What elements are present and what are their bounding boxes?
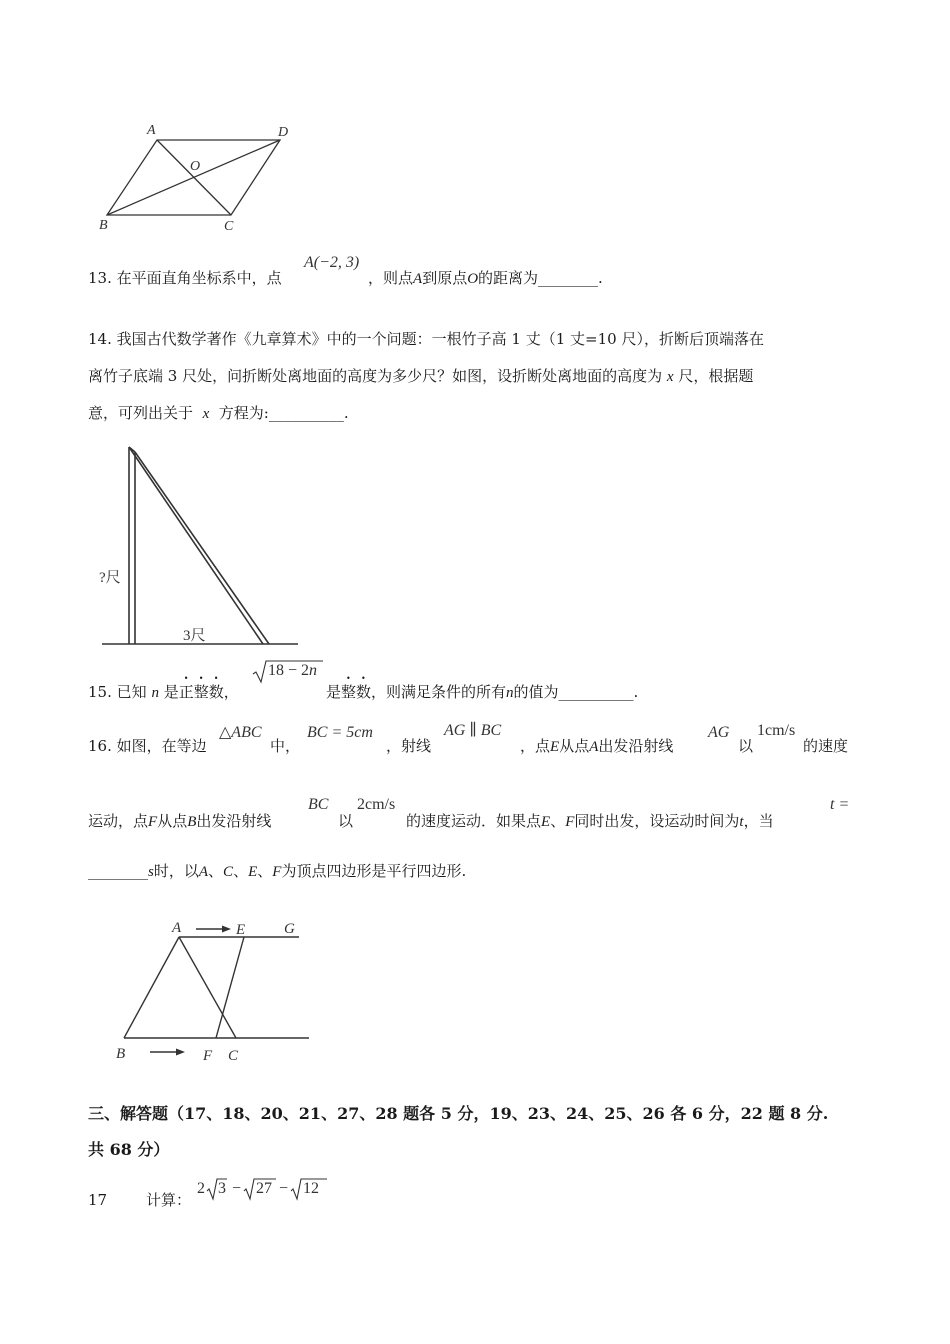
q14-line-1: 14. 我国古代数学著作《九章算术》中的一个问题：一根竹子高 1 丈（1 丈=10 尺），折断后顶端落在 [88,330,764,348]
label-base: 3尺 [183,628,206,644]
q16-line-2-a: 运动，点F从点B出发沿射线 [88,812,272,830]
segment-ef [216,937,244,1038]
label-d: D [278,125,289,140]
q16-line-1-a: 16. 如图，在等边 [88,737,207,755]
q17-coef: 2 [197,1180,205,1197]
rays-figure [110,912,320,1070]
label-c: C [228,1048,239,1064]
arrow-bottom-icon [150,1049,185,1056]
question-13 [88,268,282,288]
q16-line-1-d: ，点E从点A出发沿射线 [520,737,674,755]
q16-ag-math: AG [708,724,730,741]
q17-rad-3: 12 [303,1180,319,1197]
q16-line-1-f: 的速度 [803,737,849,755]
label-o: O [190,159,201,174]
emphasis-positive-integer: 正整数 [178,683,224,701]
label-e: E [236,922,246,938]
arrow-top-icon [196,926,231,933]
label-c: C [224,219,234,234]
label-b: B [116,1046,126,1062]
label-g: G [284,921,295,937]
q17-expression [197,1177,337,1203]
diagonal-bd [107,140,280,215]
q16-line-1-b: 中， [270,737,301,755]
q13-text-a: 在平面直角坐标系中，点 [116,269,282,287]
label-a: A [147,123,156,138]
q17-number: 17 [88,1191,108,1209]
side-ac [179,937,236,1038]
label-a: A [172,920,182,936]
q16-line-2-c: 的速度运动．如果点E、F同时出发，设运动时间为t，当 [406,812,774,830]
q14-line-2: 离竹子底端 3 尺处，问折断处离地面的高度为多少尺？如图，设折断处离地面的高度为 x 尺，根据题 [88,367,754,385]
q17-op-2: − [279,1180,289,1197]
q17-text: 计算： [146,1191,192,1209]
broken-top-lower [135,452,269,644]
q16-line-1-c: ，射线 [386,737,432,755]
q16-t-equals: t = [830,796,850,813]
q14-line-3: 意，可列出关于 x 方程为:__________. [88,404,349,422]
question-15: 15. 已知 n 是正整数， [88,683,239,701]
q16-line-2-b: 以 [338,812,354,830]
q16-bc2-math: BC [308,796,329,813]
label-f: F [203,1048,213,1064]
q13-number: 13. [88,269,112,287]
q16-speed-1: 1cm/s [757,722,796,739]
section-3-heading-line-1: 三、解答题（17、18、20、21、27、28 题各 5 分，19、23、24、25、26 各 6 分，22 题 8 分. [88,1104,829,1123]
parallelogram-figure [95,118,305,238]
q16-line-1-e: 以 [738,737,754,755]
q16-triangle-math: △ABC [219,724,262,741]
emphasis-integer: 整数 [341,683,372,701]
label-height: ?尺 [99,570,121,586]
q16-speed-2: 2cm/s [357,796,396,813]
q15-sqrt-expression: 18 − 2n [268,662,318,679]
q13-point-math: A(−2, 3) [304,254,360,271]
q16-line-3: ________s时，以A、C、E、F为顶点四边形是平行四边形. [88,862,467,880]
section-3-heading-line-2: 共 68 分） [88,1140,170,1159]
bamboo-figure [95,440,310,655]
q13-tail: ，则点A到原点O的距离为________. [368,269,603,287]
label-b: B [99,218,108,233]
broken-top-upper [129,447,263,644]
q16-bc-math: BC = 5cm [307,724,373,741]
q17-rad-2: 27 [256,1180,272,1197]
q17-op-1: − [232,1180,242,1197]
side-ab [124,937,179,1038]
q17-rad-1: 3 [218,1180,226,1197]
q16-parallel-math: AG ∥ BC [444,722,502,739]
q15-tail: 是整数，则满足条件的所有n的值为__________. [326,683,639,701]
